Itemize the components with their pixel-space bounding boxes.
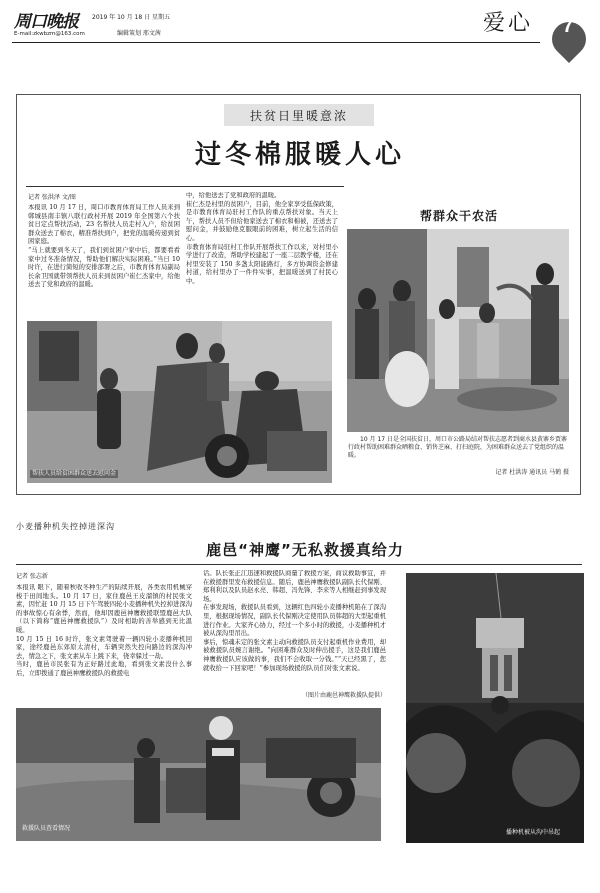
photo1-caption: 帮扶人员给贫困群众送去慰问金: [32, 470, 117, 477]
side-title: 帮群众干农活: [419, 209, 498, 223]
top-headline: 过冬棉服暖人心: [194, 140, 405, 170]
top-byline: 记者 张洪泽 文/图: [28, 194, 76, 201]
bottom-col2: 话。队长张正江迅速和救援队商量了救援方案，商议救助事宜，并在救援群里发布救援信息。随后，鹿邑神鹰救援队副队长代保刚、郑利利以及队员赵永亮、韩超、冯先锋、李来等人相继赶到事发现场。 在事发现场，救援队员看到，这辆红色四轮小麦播种机陷在了深沟里，根据现场情况，副队长代保刚决定使用队员韩超的大型起重机进行作业。大家齐心协力，经过一个多小时的救援，小麦播种机才被从深沟里吊出。 事后，惊魂未定的张文素主动向救援队员支付起重机作业费用，却被救援队员婉言谢绝。“向困难群众及时伸出援手，这是我们鹿邑神鹰救援队应该做的事，我们不会收取一分钱。”“天已经黑了，您就收拾一下回家吧！”参加现场救援的队员们对张文素说。: [203, 570, 386, 672]
side-credit: 记者 杜洪涛 通讯员 马鹤 摄: [495, 469, 569, 476]
photo-poverty-visit: [27, 321, 332, 483]
photo-seeder-lift: [406, 573, 584, 843]
email-line: E-mail:zkwbzm@163.com: [14, 31, 85, 37]
photo-farm-work-image: [347, 229, 569, 432]
photo-rescue-team-image: [16, 708, 381, 841]
photo-farm-work: [347, 229, 569, 432]
editor-line: 编辑策划 邢文茜: [117, 30, 161, 37]
photo-poverty-visit-image: [27, 321, 332, 483]
page-number: 7: [562, 15, 574, 37]
photo-seeder-lift-image: [406, 573, 584, 843]
section-title: 爱心: [483, 11, 534, 36]
photo-rescue-team: [16, 708, 381, 841]
date-line: 2019 年 10 月 18 日 星期五: [92, 14, 170, 21]
top-kicker: 扶贫日里暖意浓: [249, 109, 348, 123]
bottom-kicker: 小麦播种机失控掉进深沟: [16, 522, 115, 531]
top-headline-rule: [26, 186, 344, 187]
bottom-col1: 本报讯 眼下，随着秋收冬种生产的陆续开展，各类农用机械穿梭于田间地头。10 月 17 日，家住鹿邑王皮溜镇的村民张文素，因忙赶 10 月 15 日下午驾驶四轮小麦播种机失控掉进深沟的事故惊心有余悸，然而，他却因鹿邑神鹰救援联盟鹿邑大队（以下简称“鹿邑神鹰救援队”）及时相助的善举感到无比温暖。 10 月 15 日 16 时许，张文素驾驶着一辆四轮小麦播种机回家，途经鹿邑东郊原太清村，车辆突然失控向路边的深沟冲去，情急之下，张文素从车上跳下来，侥幸躲过一劫。 当时，鹿邑市民张有为正好路过此地，看到张文素没什么事后，立即拨通了鹿邑神鹰救援队的救援电: [16, 584, 192, 677]
side-caption: 10 月 17 日是全国扶贫日，周口市公路局结对帮扶志愿者到商水县黄寨乡贾寨行政村帮助困难群众晒粮食、销售芝麻、打扫庭院，为困难群众送去了党组织的温暖。: [348, 436, 567, 459]
top-col2: 中，给他送去了党和政府的温暖。 崔仁杰是村里的贫困户，目前，他全家享受低保政策，是市教育体育局驻村工作队的重点帮扶对象。当天上午，帮扶人员不但给他家送去了棉衣和棉被，还送去了慰问金，并鼓励他克服眼前的困难，树立起生活的信心。 市教育体育局驻村工作队开展帮扶工作以来，对村里小学进行了改造，帮助学校建起了一座二层教学楼，还在村里安装了 150 多盏太阳能路灯，多方协调资金修建村道，给村里办了一件件实事，把温暖送到了村民心中。: [186, 192, 338, 285]
header-rule: [12, 42, 540, 43]
photo3-caption: 救援队员查看情况: [22, 825, 71, 832]
bottom-headline-rule: [16, 564, 582, 565]
bottom-headline: 鹿邑“神鹰”无私救援真给力: [206, 541, 404, 559]
top-col1: 本报讯 10 月 17 日，周口市教育体育局工作人员来到郸城县南丰镇八联行政村开展 2019 年全国第六个扶贫日定点帮扶活动，23 名帮扶人员走村入户，给贫困群众送去了棉衣，精准帮扶到户，把党的温暖传递到贫困家庭。 “马上就要到冬天了，我们到贫困户家中后，都要看看家中过冬准备情况，帮助他们解决实际困难。”当日 10 时许，在进行简短的安排部署之后，市教育体育局副局长余卫国就带领帮扶人员来到贫困户崔仁杰家中，给他送去了党和政府的温暖。: [28, 204, 180, 289]
photo4-caption: 播种机被从沟中吊起: [506, 829, 561, 836]
bottom-photo-credit: （图片由鹿邑神鹰救援队提供）: [301, 692, 386, 699]
masthead-logo: 周口晚报: [14, 12, 78, 32]
bottom-byline: 记者 张志新: [16, 573, 48, 580]
